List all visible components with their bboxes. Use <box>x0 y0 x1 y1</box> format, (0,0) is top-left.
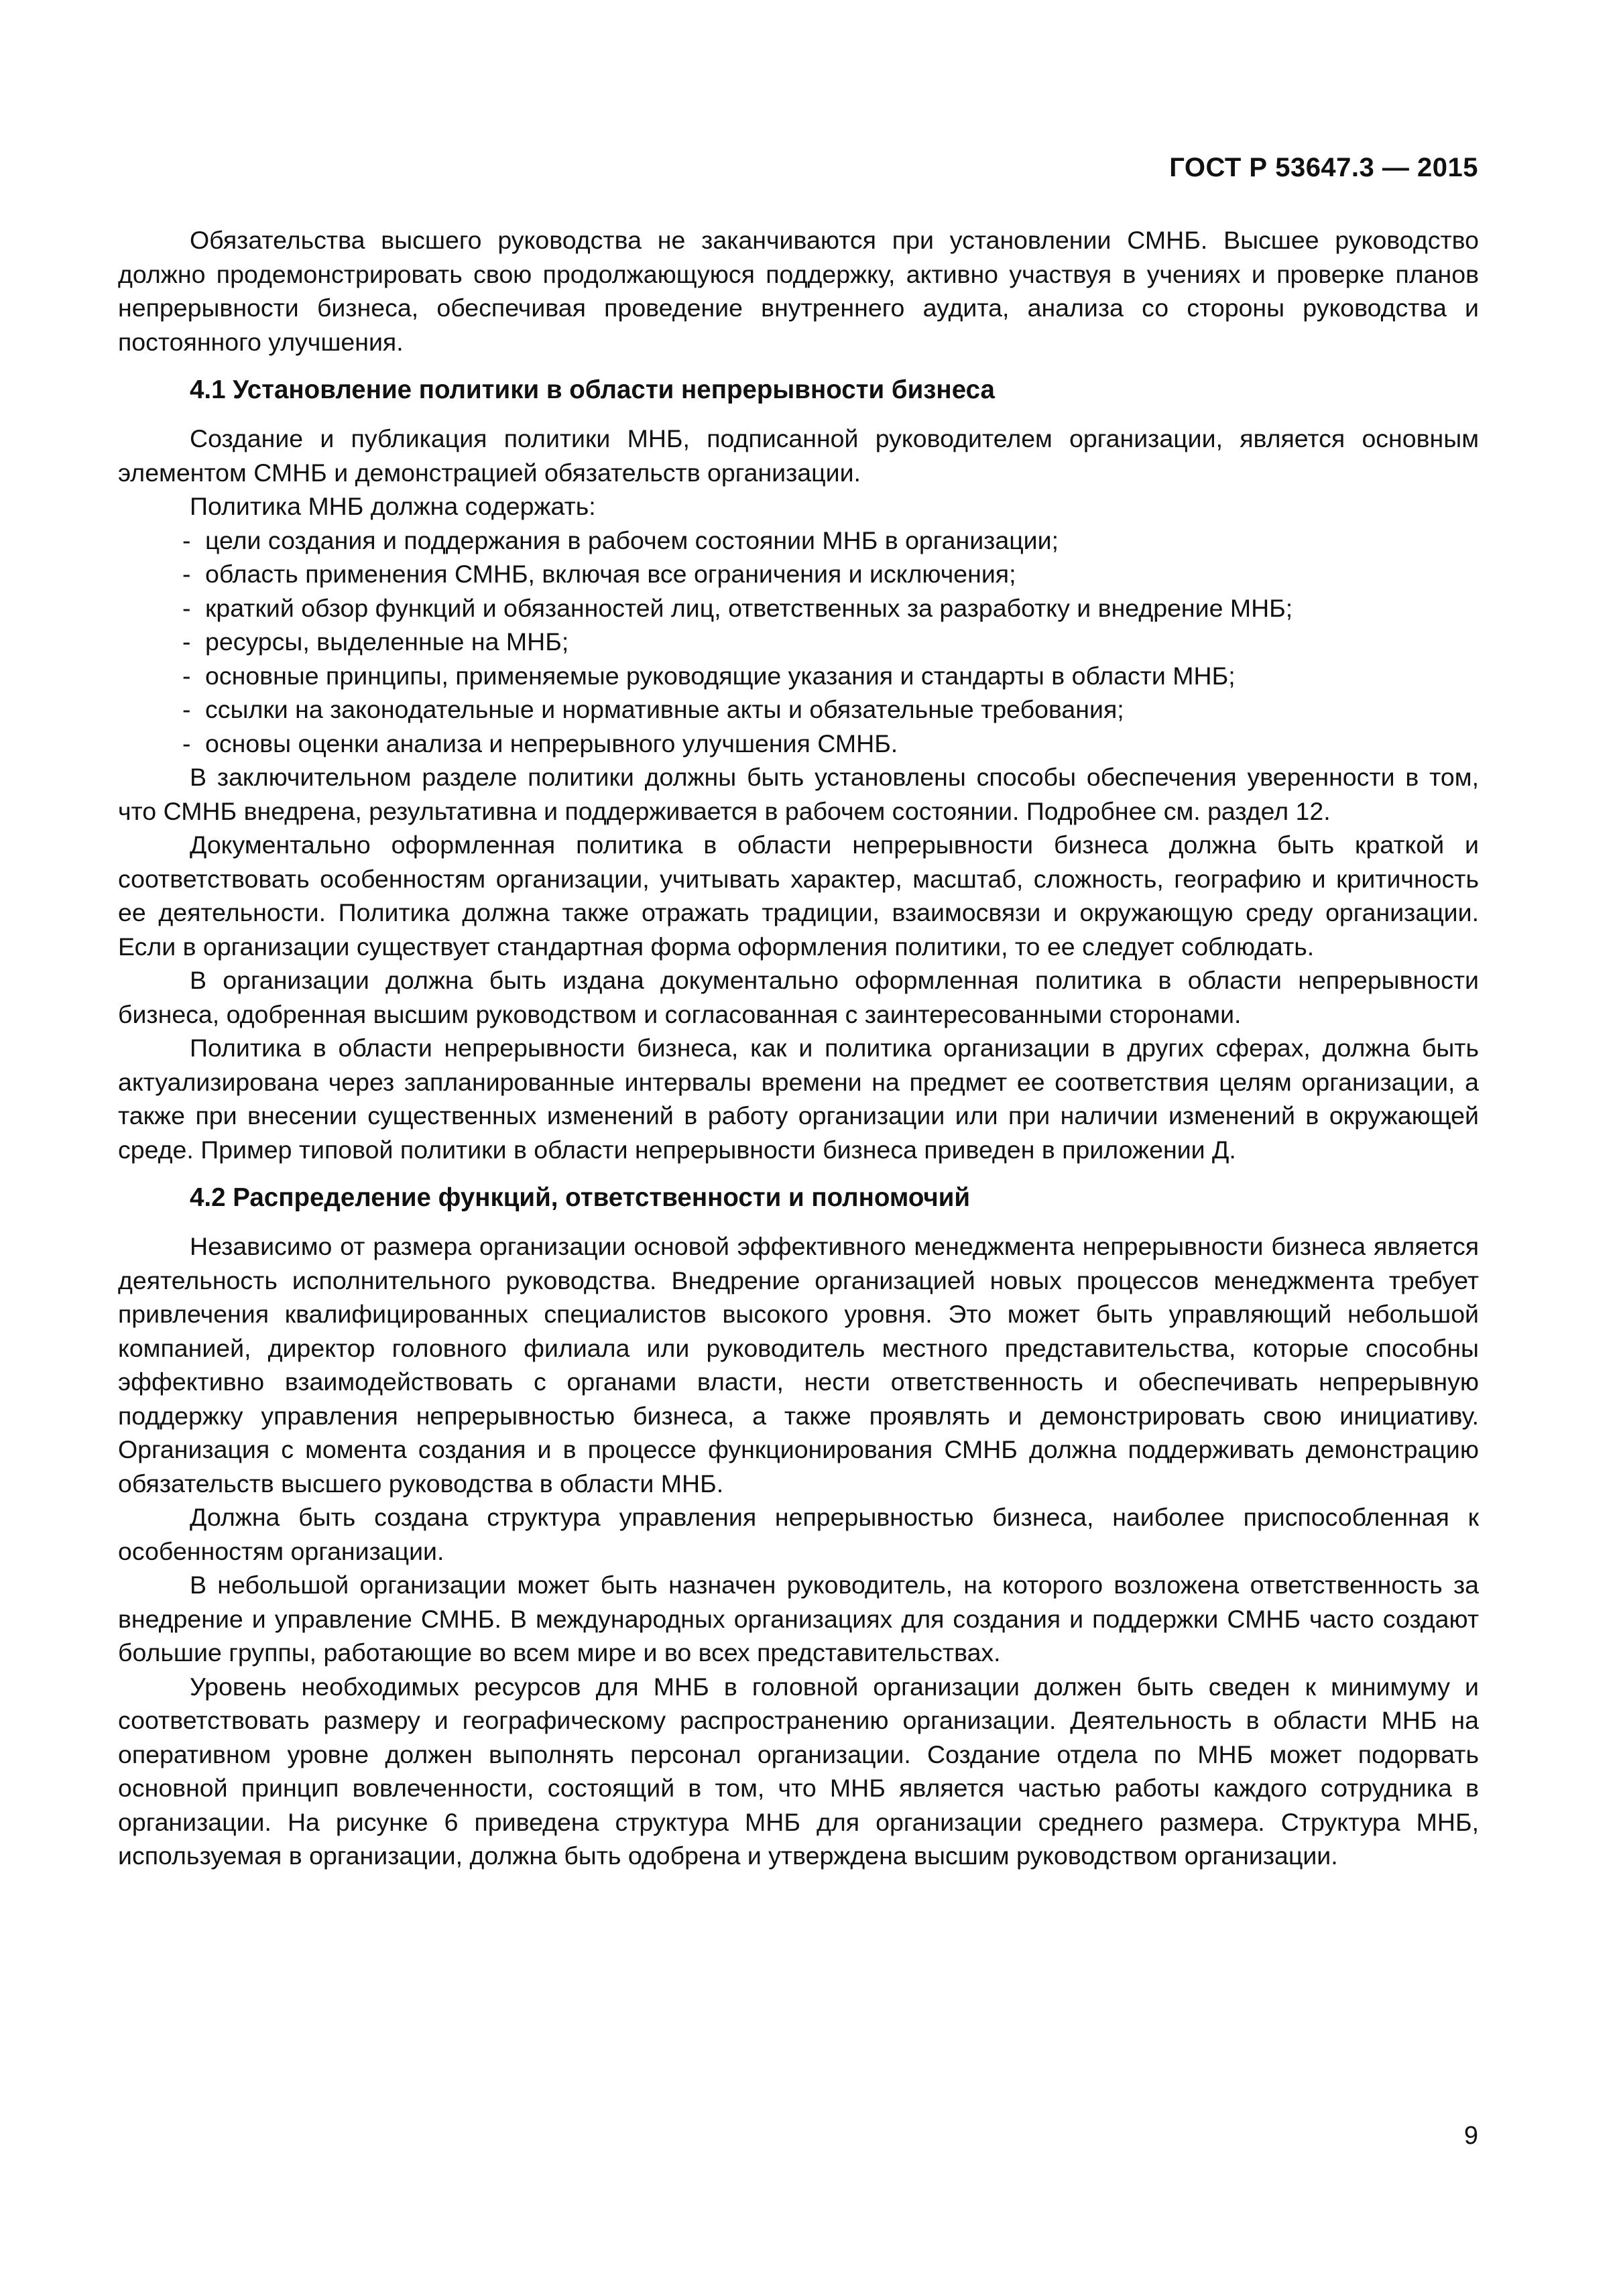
list-item-text: основные принципы, применяемые руководящие указания и стандарты в области МНБ; <box>205 661 1236 690</box>
paragraph: Должна быть создана структура управления непрерывностью бизнеса, наиболее приспособленная к особенностям организации. <box>118 1503 1479 1565</box>
paragraph: Политика МНБ должна содержать: <box>190 492 596 520</box>
list-item: - основы оценки анализа и непрерывного улучшения СМНБ. <box>118 727 1479 761</box>
list-item-text: ссылки на законодательные и нормативные акты и обязательные требования; <box>205 695 1124 723</box>
paragraph: Политика в области непрерывности бизнеса, как и политика организации в других сферах, должна быть актуализирована через запланированные интервалы времени на предмет ее соответствия целям организации, а также при внесении существенных изменений в работу организации или при наличии изменений в окружающей среде. Пример типовой политики в области непрерывности бизнеса приведен в приложении Д. <box>118 1034 1479 1164</box>
section-heading-4-1: 4.1 Установление политики в области непрерывности бизнеса <box>190 375 995 404</box>
paragraph: Независимо от размера организации основой эффективного менеджмента непрерывности бизнеса является деятельность исполнительного руководства. Внедрение организацией новых процессов менеджмента требует привлечения квалифицированных специалистов высокого уровня. Это может быть управляющий небольшой компанией, директор головного филиала или руководитель местного представительства, которые способны эффективно взаимодействовать с органами власти, нести ответственность и обеспечивать непрерывную поддержку управления непрерывностью бизнеса, а также проявлять и демонстрировать свою инициативу. Организация с момента создания и в процессе функционирования СМНБ должна поддерживать демонстрацию обязательств высшего руководства в области МНБ. <box>118 1232 1479 1498</box>
document-header-id: ГОСТ Р 53647.3 — 2015 <box>1169 153 1478 182</box>
intro-paragraph: Обязательства высшего руководства не заканчиваются при установлении СМНБ. Высшее руководство должно продемонстрировать свою продолжающуюся поддержку, активно участвуя в учениях и проверке планов непрерывности бизнеса, обеспечивая проведение внутреннего аудита, анализа со стороны руководства и постоянного улучшения. <box>118 226 1479 356</box>
list-item: - цели создания и поддержания в рабочем состоянии МНБ в организации; <box>118 524 1479 558</box>
policy-contents-list <box>118 524 1479 761</box>
list-item-text: краткий обзор функций и обязанностей лиц, ответственных за разработку и внедрение МНБ; <box>205 593 1293 622</box>
list-item: - основные принципы, применяемые руководящие указания и стандарты в области МНБ; <box>118 659 1479 693</box>
page-number: 9 <box>1463 2122 1478 2150</box>
list-item-text: основы оценки анализа и непрерывного улучшения СМНБ. <box>205 729 898 758</box>
list-item: - ресурсы, выделенные на МНБ; <box>118 625 1479 659</box>
list-item-text: цели создания и поддержания в рабочем состоянии МНБ в организации; <box>205 526 1059 554</box>
list-item-text: ресурсы, выделенные на МНБ; <box>205 627 569 656</box>
list-item: - ссылки на законодательные и нормативные акты и обязательные требования; <box>118 692 1479 727</box>
paragraph: В заключительном разделе политики должны быть установлены способы обеспечения уверенности в том, что СМНБ внедрена, результативна и поддерживается в рабочем состоянии. Подробнее см. раздел 12. <box>118 763 1479 825</box>
paragraph: Уровень необходимых ресурсов для МНБ в головной организации должен быть сведен к минимуму и соответствовать размеру и географическому распространению организации. Деятельность в области МНБ на оперативном уровне должен выполнять персонал организации. Создание отдела по МНБ может подорвать основной принцип вовлеченности, состоящий в том, что МНБ является частью работы каждого сотрудника в организации. На рисунке 6 приведена структура МНБ для организации среднего размера. Структура МНБ, используемая в организации, должна быть одобрена и утверждена высшим руководством организации. <box>118 1672 1479 1870</box>
list-item-text: область применения СМНБ, включая все ограничения и исключения; <box>205 560 1016 588</box>
paragraph: Создание и публикация политики МНБ, подписанной руководителем организации, является основным элементом СМНБ и демонстрацией обязательств организации. <box>118 424 1479 487</box>
document-body <box>118 223 1479 1873</box>
list-item: - краткий обзор функций и обязанностей лиц, ответственных за разработку и внедрение МНБ; <box>118 591 1479 625</box>
paragraph: Документально оформленная политика в области непрерывности бизнеса должна быть краткой и соответствовать особенностям организации, учитывать характер, масштаб, сложность, географию и критичность ее деятельности. Политика должна также отражать традиции, взаимосвязи и окружающую среду организации. Если в организации существует стандартная форма оформления политики, то ее следует соблюдать. <box>118 831 1479 961</box>
paragraph: В небольшой организации может быть назначен руководитель, на которого возложена ответственность за внедрение и управление СМНБ. В международных организациях для создания и поддержки СМНБ часто создают большие группы, работающие во всем мире и во всех представительствах. <box>118 1571 1479 1667</box>
paragraph: В организации должна быть издана документально оформленная политика в области непрерывности бизнеса, одобренная высшим руководством и согласованная с заинтересованными сторонами. <box>118 966 1479 1028</box>
section-heading-4-2: 4.2 Распределение функций, ответственности и полномочий <box>190 1183 971 1212</box>
list-item: - область применения СМНБ, включая все ограничения и исключения; <box>118 557 1479 591</box>
